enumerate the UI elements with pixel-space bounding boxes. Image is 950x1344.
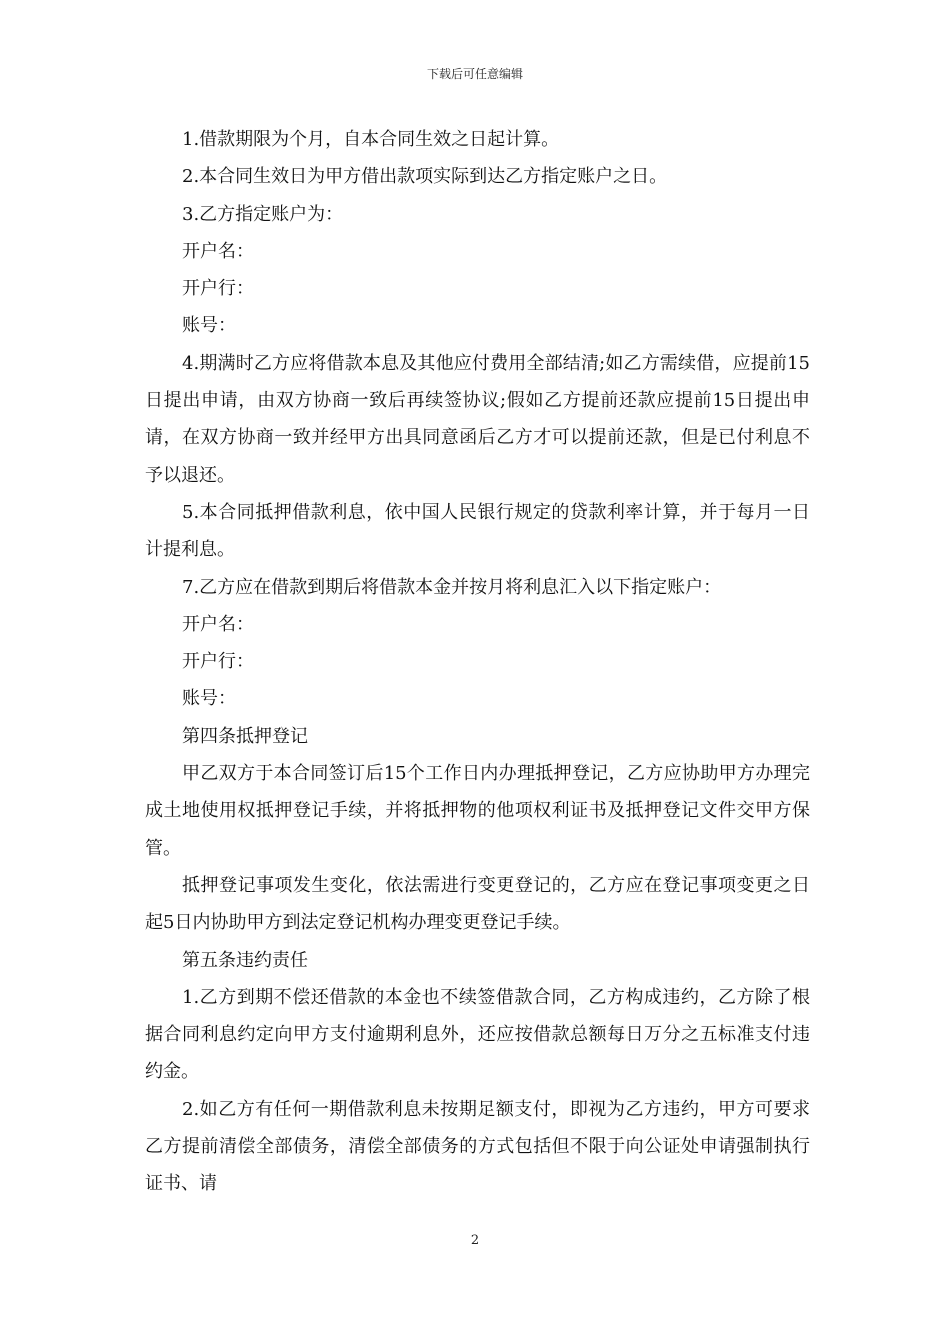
- account-number-line: 账号：: [182, 315, 236, 337]
- clause-1-loan-term: 1.借款期限为个月，自本合同生效之日起计算。: [182, 129, 560, 150]
- account-name-line: 开户名：: [182, 240, 254, 262]
- page-header: 下载后可任意编辑: [426, 67, 523, 81]
- account-name-line-2: 开户名：: [182, 613, 254, 635]
- account-bank-line-2: 开户行：: [182, 651, 254, 673]
- article-5-clause-2: 2.如乙方有任何一期借款利息未按期足额支付，即视为乙方违约，甲方可要求乙方提前清偿全部债务，清偿全部债务的方式包括但不限于向公证处申请强制执行证书、请: [145, 1098, 810, 1195]
- clause-2-effective-date: 2.本合同生效日为甲方借出款项实际到达乙方指定账户之日。: [182, 166, 668, 188]
- article-4-heading: 第四条抵押登记: [182, 725, 308, 747]
- article-5-heading: 第五条违约责任: [182, 949, 308, 971]
- clause-3-designated-account: 3.乙方指定账户为：: [182, 203, 344, 225]
- clause-5-interest: 5.本合同抵押借款利息，依中国人民银行规定的贷款利率计算，并于每月一日计提利息。: [145, 501, 810, 561]
- clause-4-settlement: 4.期满时乙方应将借款本息及其他应付费用全部结清;如乙方需续借，应提前15日提出申请，由双方协商一致后再续签协议;假如乙方提前还款应提前15日提出申请，在双方协商一致并经甲方出具同意函后乙方才可以提前还款，但是已付利息不予以退还。: [145, 352, 810, 486]
- clause-7-repayment-account: 7.乙方应在借款到期后将借款本金并按月将利息汇入以下指定账户：: [182, 576, 722, 598]
- account-bank-line: 开户行：: [182, 278, 254, 300]
- article-5-clause-1: 1.乙方到期不偿还借款的本金也不续签借款合同，乙方构成违约，乙方除了根据合同利息约定向甲方支付逾期利息外，还应按借款总额每日万分之五标准支付违约金。: [145, 986, 810, 1083]
- document-body: [145, 121, 810, 1203]
- article-4-registration: 甲乙双方于本合同签订后15个工作日内办理抵押登记，乙方应协助甲方办理完成土地使用权抵押登记手续，并将抵押物的他项权利证书及抵押登记文件交甲方保管。: [145, 763, 810, 859]
- page-number: 2: [470, 1233, 480, 1248]
- account-number-line-2: 账号：: [182, 688, 236, 710]
- article-4-change-registration: 抵押登记事项发生变化，依法需进行变更登记的，乙方应在登记事项变更之日起5日内协助甲方到法定登记机构办理变更登记手续。: [145, 874, 810, 934]
